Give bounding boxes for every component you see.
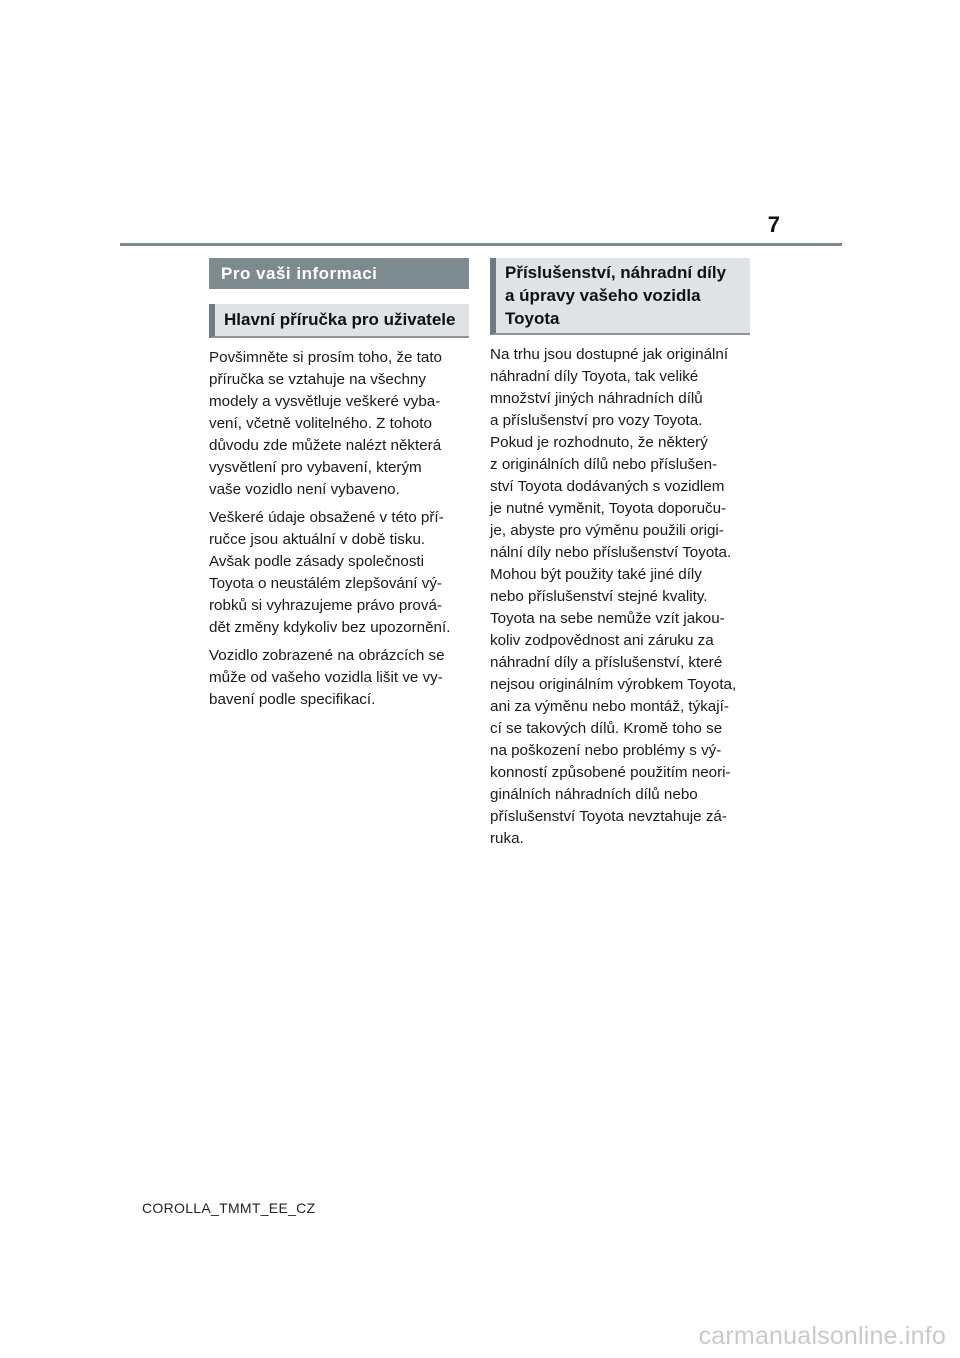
text-line: nebo příslušenství stejné kvality. [490, 588, 708, 605]
text-line: nální díly nebo příslušenství Toyota. [490, 544, 732, 561]
text-line: nejsou originálním výrobkem Toyota, [490, 676, 737, 693]
paragraph-3 [209, 645, 469, 711]
text-line: cí se takových dílů. Kromě toho se [490, 720, 723, 737]
heading-line: Příslušenství, náhradní díly [505, 263, 727, 282]
text-line: dět změny kdykoliv bez upozornění. [209, 619, 451, 636]
text-line: náhradní díly Toyota, tak veliké [490, 368, 699, 385]
text-line: Vozidlo zobrazené na obrázcích se [209, 647, 445, 664]
text-line: je, abyste pro výměnu použili origi- [490, 522, 724, 539]
document-code: COROLLA_TMMT_EE_CZ [142, 1200, 316, 1216]
text-line: na poškození nebo problémy s vý- [490, 742, 722, 759]
page-number: 7 [767, 212, 780, 237]
subheading-accessories [490, 258, 750, 335]
text-line: vaše vozidlo není vybaveno. [209, 481, 400, 498]
text-line: Pokud je rozhodnuto, že některý [490, 434, 708, 451]
text-line: ruka. [490, 830, 524, 847]
left-column [209, 258, 469, 717]
left-body-text [209, 347, 469, 711]
text-line: Mohou být použity také jiné díly [490, 566, 702, 583]
text-line: vení, včetně volitelného. Z tohoto [209, 415, 432, 432]
text-line: náhradní díly a příslušenství, které [490, 654, 723, 671]
paragraph-2 [209, 507, 469, 639]
text-line: Avšak podle zásady společnosti [209, 553, 425, 570]
text-line: z originálních dílů nebo příslušen- [490, 456, 718, 473]
text-line: Povšimněte si prosím toho, že tato [209, 349, 442, 366]
right-body-text [490, 344, 750, 850]
text-line: může od vašeho vozidla lišit ve vy- [209, 669, 443, 686]
section-title: Pro vaši informaci [209, 258, 469, 289]
text-line: ani za výměnu nebo montáž, týkají- [490, 698, 729, 715]
text-line: konností způsobené použitím neori- [490, 764, 731, 781]
text-line: Veškeré údaje obsažené v této pří- [209, 509, 444, 526]
text-line: Toyota o neustálém zlepšování vý- [209, 575, 442, 592]
paragraph-1 [209, 347, 469, 501]
heading-line: Toyota [505, 309, 560, 328]
text-line: koliv zodpovědnost ani záruku za [490, 632, 714, 649]
text-line: vysvětlení pro vybavení, kterým [209, 459, 422, 476]
text-line: bavení podle specifikací. [209, 691, 376, 708]
text-line: ství Toyota dodávaných s vozidlem [490, 478, 725, 495]
text-line: množství jiných náhradních dílů [490, 390, 703, 407]
text-line: robků si vyhrazujeme právo prová- [209, 597, 442, 614]
text-line: a příslušenství pro vozy Toyota. [490, 412, 703, 429]
text-line: důvodu zde můžete nalézt některá [209, 437, 442, 454]
text-line: příslušenství Toyota nevztahuje zá- [490, 808, 727, 825]
header-rule [120, 243, 842, 246]
text-line: Toyota na sebe nemůže vzít jakou- [490, 610, 725, 627]
heading-line: a úpravy vašeho vozidla [505, 286, 701, 305]
text-line: je nutné vyměnit, Toyota doporuču- [490, 500, 727, 517]
text-line: příručka se vztahuje na všechny [209, 371, 426, 388]
text-line: ručce jsou aktuální v době tisku. [209, 531, 426, 548]
paragraph-accessories [490, 344, 750, 850]
text-line: Na trhu jsou dostupné jak originální [490, 346, 729, 363]
text-line: ginálních náhradních dílů nebo [490, 786, 698, 803]
text-line: modely a vysvětluje veškeré vyba- [209, 393, 441, 410]
subheading-owners-manual: Hlavní příručka pro uživatele [209, 304, 469, 338]
right-column [490, 258, 750, 856]
watermark: carmanualsonline.info [698, 1322, 946, 1350]
